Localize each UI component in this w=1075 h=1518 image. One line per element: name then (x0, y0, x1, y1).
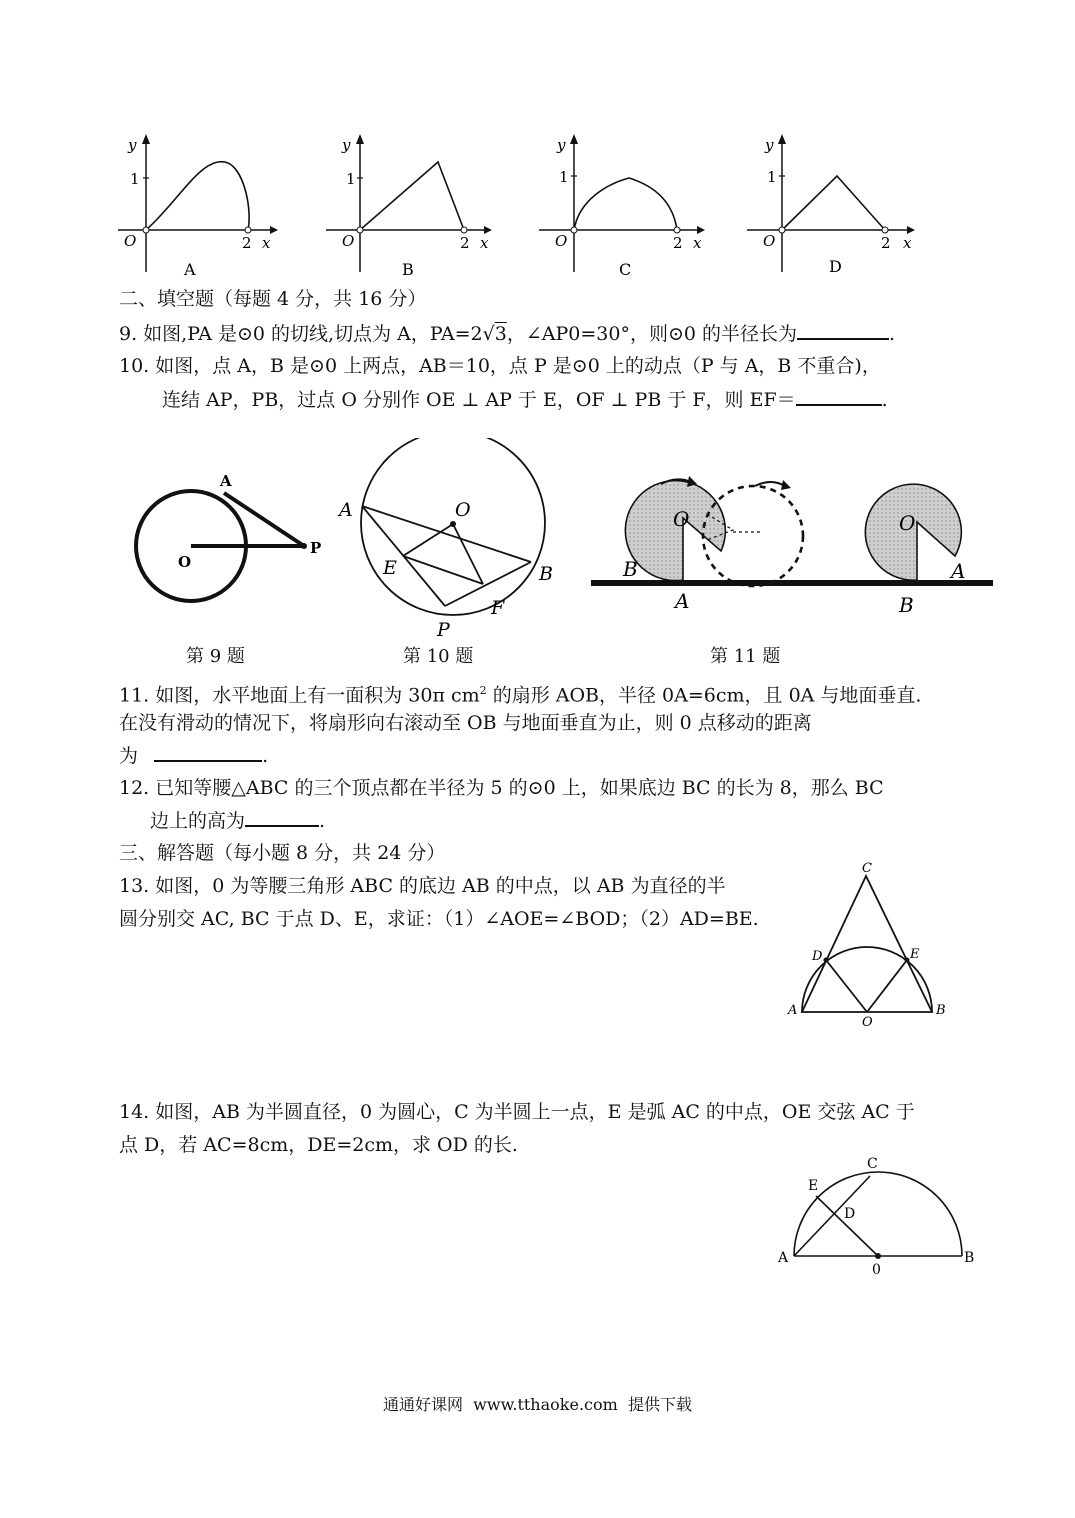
question-10-line-1: 10. 如图，点 A，B 是⊙0 上两点，AB＝10，点 P 是⊙0 上的动点（P 与 A，B 不重合)， (119, 355, 881, 377)
fig14-label-d: D (844, 1206, 856, 1222)
origin-label: O (555, 232, 568, 250)
option-label: D (829, 257, 842, 276)
fig10-label-b: B (539, 563, 553, 585)
y-tick-1: 1 (346, 170, 356, 188)
fig13-label-d: D (812, 949, 823, 964)
x-tick-2: 2 (673, 234, 683, 252)
y-axis-label: y (342, 136, 351, 154)
fig13-label-b: B (936, 1003, 946, 1018)
q9-coef: 2 (470, 323, 483, 345)
x-axis-label: x (903, 234, 912, 252)
fig9-label-a: A (220, 472, 232, 490)
section-3-heading: 三、解答题（每小题 8 分，共 24 分） (119, 842, 446, 864)
y-tick-1: 1 (767, 168, 777, 186)
q11-line1b: 的扇形 AOB，半径 0A=6cm，且 0A 与地面垂直. (486, 684, 922, 707)
figure-9-caption: 第 9 题 (186, 646, 245, 667)
question-12-line-2 (150, 805, 325, 836)
q11-end: . (262, 745, 269, 767)
x-tick-2: 2 (460, 234, 470, 252)
fig14-label-o: 0 (872, 1262, 881, 1278)
fig14-label-a: A (778, 1250, 789, 1266)
question-10-line-2 (162, 384, 888, 415)
origin-label: O (763, 232, 776, 250)
question-14-line-2: 点 D，若 AC=8cm，DE=2cm，求 OD 的长. (119, 1134, 518, 1156)
fig9-label-o: O (178, 553, 192, 571)
graph-option-c (537, 130, 707, 280)
question-11-line-1 (119, 676, 921, 710)
option-label: B (402, 260, 414, 279)
fig11-label-a1: A (675, 589, 690, 613)
q11-answer-blank[interactable] (154, 740, 262, 762)
figure-13 (782, 862, 957, 1034)
q9-radicand: 3 (494, 323, 507, 345)
y-tick-1: 1 (130, 170, 140, 188)
fig13-label-o: O (862, 1015, 873, 1030)
figure-11 (585, 460, 995, 620)
y-axis-label: y (765, 136, 774, 154)
question-11-line-3 (119, 740, 268, 771)
fig13-label-e: E (910, 947, 920, 962)
fig10-label-e: E (383, 557, 397, 579)
fig10-label-f: F (491, 597, 505, 619)
graph-option-d (745, 130, 920, 280)
option-label: A (184, 260, 196, 279)
fig14-label-c: C (867, 1156, 878, 1172)
origin-label: O (124, 232, 137, 250)
fig14-label-b: B (964, 1250, 975, 1266)
footer-text: 通通好课网 www.tthaoke.com 提供下载 (383, 1395, 692, 1414)
fig10-label-a: A (339, 499, 353, 521)
x-axis-label: x (693, 234, 702, 252)
q10-end: . (881, 389, 888, 411)
question-12-line-1: 12. 已知等腰△ABC 的三个顶点都在半径为 5 的⊙0 上，如果底边 BC 的长为 8，那么 BC (119, 777, 884, 799)
q9-suffix: ，∠AP0=30°，则⊙0 的半径长为 (506, 323, 798, 345)
figure-14 (772, 1148, 982, 1278)
fig11-label-a2: A (951, 559, 966, 583)
graph-option-b (324, 130, 494, 280)
graph-option-a (110, 130, 280, 280)
y-axis-label: y (557, 136, 566, 154)
fig13-label-a: A (788, 1003, 798, 1018)
q10-line2-text: 连结 AP，PB，过点 O 分别作 OE ⊥ AP 于 E，OF ⊥ PB 于 F，则 EF＝ (162, 389, 796, 411)
q11-line3: 为 (119, 745, 139, 767)
fig13-label-c: C (862, 862, 872, 876)
q10-answer-blank[interactable] (796, 384, 882, 406)
q11-line1a: 11. 如图，水平地面上有一面积为 30π cm (119, 684, 480, 707)
fig10-label-o: O (455, 499, 471, 521)
figure-10-caption: 第 10 题 (403, 646, 474, 667)
origin-label: O (342, 232, 355, 250)
figure-11-caption: 第 11 题 (710, 646, 781, 667)
q9-prefix: 9. 如图,PA 是⊙0 的切线,切点为 A，PA= (119, 323, 471, 345)
x-axis-label: x (480, 234, 489, 252)
fig11-label-o2: O (899, 511, 916, 535)
fig11-label-b2: B (899, 593, 914, 617)
q12-line2: 边上的高为 (150, 810, 246, 832)
fig11-label-o1: O (673, 507, 690, 531)
fig14-label-e: E (808, 1178, 819, 1194)
question-13-line-1: 13. 如图，0 为等腰三角形 ABC 的底边 AB 的中点，以 AB 为直径的半 (119, 875, 726, 897)
q12-end: . (319, 810, 326, 832)
question-14-line-1: 14. 如图，AB 为半圆直径，0 为圆心，C 为半圆上一点，E 是弧 AC 的中点，OE 交弦 AC 于 (119, 1101, 915, 1123)
q9-answer-blank[interactable] (797, 318, 889, 340)
y-tick-1: 1 (559, 168, 569, 186)
x-axis-label: x (262, 234, 271, 252)
question-9 (119, 318, 895, 349)
fig11-label-b1: B (623, 557, 638, 581)
figure-9 (128, 470, 338, 620)
sqrt-sign-icon: √ (482, 323, 495, 345)
question-11-line-2: 在没有滑动的情况下，将扇形向右滚动至 OB 与地面垂直为止，则 0 点移动的距离 (119, 712, 812, 734)
fig9-label-p: P (310, 539, 322, 557)
question-13-line-2: 圆分别交 AC, BC 于点 D、E，求证：（1）∠AOE=∠BOD；（2）AD=BE. (119, 908, 759, 930)
x-tick-2: 2 (242, 234, 252, 252)
section-2-heading: 二、填空题（每题 4 分，共 16 分） (119, 288, 427, 310)
q11-sup: 2 (479, 684, 487, 697)
q12-answer-blank[interactable] (245, 805, 319, 827)
figure-10 (335, 438, 565, 648)
fig10-label-p: P (437, 619, 450, 641)
x-tick-2: 2 (881, 234, 891, 252)
option-label: C (619, 260, 632, 279)
q9-end: . (889, 323, 896, 345)
y-axis-label: y (128, 136, 137, 154)
